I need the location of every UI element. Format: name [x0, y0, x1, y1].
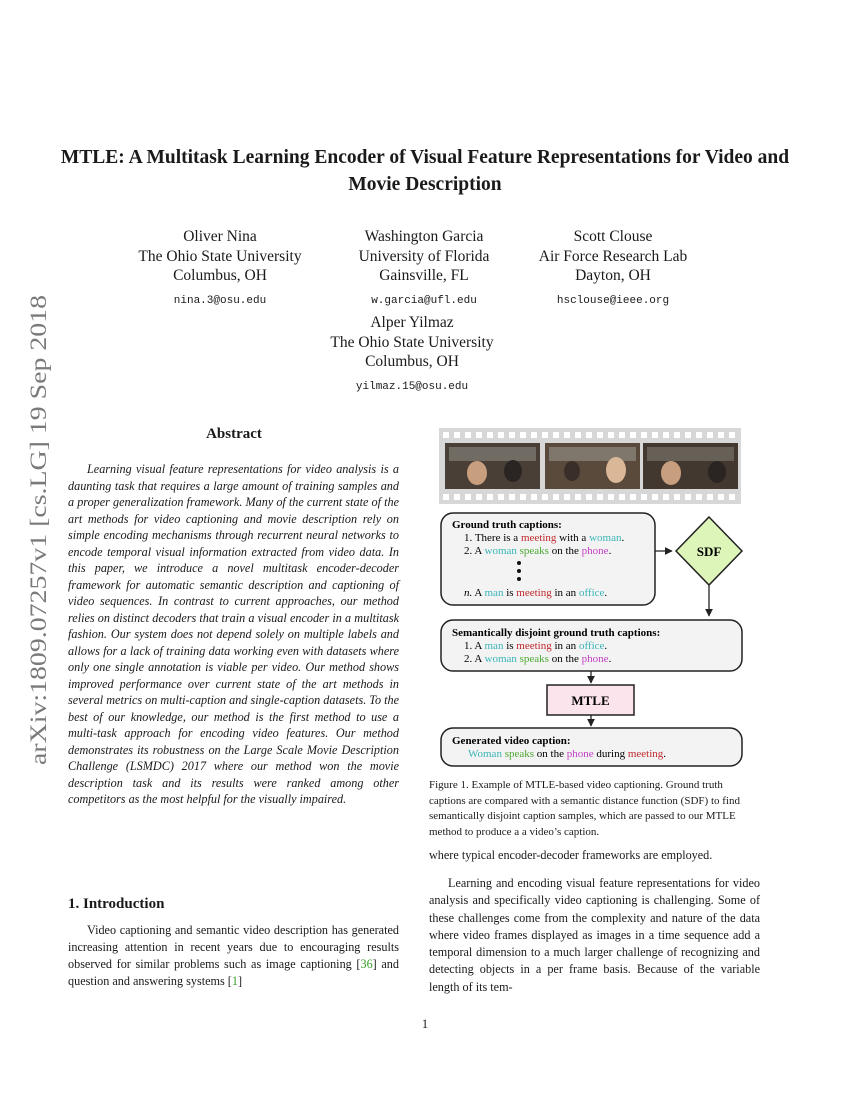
- author-location: Columbus, OH: [365, 353, 459, 370]
- film-perforation: [520, 494, 526, 500]
- film-perforation: [498, 432, 504, 438]
- gt-caption-1: 1. There is a meeting with a woman.: [464, 532, 625, 544]
- film-perforation: [696, 494, 702, 500]
- film-perforation: [509, 432, 515, 438]
- film-perforation: [542, 494, 548, 500]
- film-perforation: [487, 494, 493, 500]
- arxiv-stamp: [22, 295, 54, 765]
- citation-link[interactable]: 36: [360, 957, 373, 971]
- film-perforation: [619, 494, 625, 500]
- author-name: Alper Yilmaz: [370, 314, 454, 331]
- film-perforation: [707, 432, 713, 438]
- page-number: 1: [421, 1017, 429, 1031]
- film-perforation: [663, 494, 669, 500]
- arxiv-stamp-text: arXiv:1809.07257v1 [cs.LG] 19 Sep 2018: [26, 368, 52, 765]
- figure-caption: Figure 1. Example of MTLE-based video captioning. Ground truth captions are compared with a semantic distance function (SDF) to find semantically disjoint caption samples, which are passed to our MTLE method to produce a a video’s caption.: [429, 779, 740, 838]
- gt-caption-2: 2. A woman speaks on the phone.: [464, 545, 612, 557]
- author-block: [523, 227, 703, 311]
- author-block: [130, 227, 310, 311]
- film-perforation: [564, 432, 570, 438]
- film-perforation: [685, 494, 691, 500]
- sd-caption-2: 2. A woman speaks on the phone.: [464, 653, 612, 665]
- ellipsis-dot: [517, 569, 521, 573]
- citation-link[interactable]: 1: [231, 974, 238, 988]
- film-perforation: [509, 494, 515, 500]
- film-perforation: [476, 494, 482, 500]
- film-perforation: [718, 494, 724, 500]
- film-perforation: [465, 432, 471, 438]
- film-perforation: [652, 432, 658, 438]
- figure-diagram: [429, 425, 761, 775]
- film-perforation: [531, 494, 537, 500]
- film-perforation: [608, 432, 614, 438]
- author-email[interactable]: yilmaz.15@osu.edu: [355, 380, 469, 393]
- film-perforation: [663, 432, 669, 438]
- author-block: [334, 227, 514, 311]
- abstract-text: Learning visual feature representations for video analysis is a daunting task that requires a large amount of training samples and a proper generalization framework. Many of the current state of the art methods for video captioning and movie description rely on simple encoding mechanisms through recurrent neural networks to encode temporal visual information extracted from video data. In this paper, we introduce a novel multitask encoder-decoder framework for automatic semantic description and captioning of video sequences. In contrast to current approaches, our method relies on distinct decoders that train a visual encoder in a multitask fashion. Our system does not depend solely on multiple labels and allows for a lack of training data working even with datasets where only one single annotation is viable per video. Our method shows improved performance over current state of the art methods in several metrics on multi-caption and single-caption datasets. To the best of our knowledge, our method is the first method to use a multi-task approach for encoding video features. Our method demonstrates its robustness on the Large Scale Movie Description Challenge (LSMDC) 2017 where our method won the movie description task and its results were ranked among other competitors as the most helpful for the visually impaired.: [68, 462, 399, 806]
- generated-caption-box: [441, 728, 742, 766]
- mtle-label: MTLE: [571, 693, 610, 708]
- film-perforation: [564, 494, 570, 500]
- film-perforation: [542, 432, 548, 438]
- gt-heading: Ground truth captions:: [452, 519, 562, 531]
- film-perforation: [729, 432, 735, 438]
- author-email[interactable]: w.garcia@ufl.edu: [371, 294, 477, 307]
- film-perforation: [531, 432, 537, 438]
- right-column-paragraph: Learning and encoding visual feature representations for video analysis and specifically video captioning is challenging. Some of these challenges come from the complexity and nature of the data where video frames displayed as images in a time sequence add a temporal dimension to a much larger challenge of recognizing and detecting objects in a per frame basis. Because of the variable length of its tem-: [429, 876, 760, 994]
- sdf-label: SDF: [696, 544, 722, 559]
- intro-text-part: Video captioning and semantic video description has generated increasing attention in recent years due to encouraging results observed for similar problems such as image captioning [: [68, 923, 399, 971]
- film-perforation: [630, 494, 636, 500]
- film-perforation: [476, 432, 482, 438]
- intro-text: [68, 922, 399, 990]
- ellipsis-dot: [517, 561, 521, 565]
- author-email[interactable]: hsclouse@ieee.org: [556, 294, 670, 307]
- author-affiliation: The Ohio State University: [138, 247, 302, 265]
- ellipsis-dot: [517, 577, 521, 581]
- paper-title: MTLE: A Multitask Learning Encoder of Visual Feature Representations for Video and Movie Description: [60, 147, 790, 195]
- intro-heading: 1. Introduction: [68, 896, 165, 912]
- film-strip: [439, 428, 741, 504]
- film-perforation: [674, 432, 680, 438]
- film-perforation: [641, 432, 647, 438]
- film-perforation: [674, 494, 680, 500]
- film-perforation: [443, 494, 449, 500]
- author-affiliation: The Ohio State University: [330, 333, 494, 351]
- film-perforation: [597, 494, 603, 500]
- sd-heading: Semantically disjoint ground truth captions:: [452, 627, 661, 639]
- author-name: Oliver Nina: [183, 228, 257, 245]
- film-perforation: [553, 494, 559, 500]
- film-perforation: [696, 432, 702, 438]
- film-perforation: [641, 494, 647, 500]
- right-column-continuation: where typical encoder-decoder frameworks are employed.: [429, 848, 713, 862]
- film-perforation: [586, 432, 592, 438]
- film-perforation: [597, 432, 603, 438]
- intro-text-part: ] and question and answering systems [: [68, 957, 399, 988]
- film-perforation: [608, 494, 614, 500]
- gen-caption: Woman speaks on the phone during meeting.: [468, 748, 667, 760]
- film-perforation: [553, 432, 559, 438]
- film-perforation: [619, 432, 625, 438]
- author-affiliation: University of Florida: [358, 247, 490, 265]
- gt-caption-n: n. A man is meeting in an office.: [464, 587, 608, 599]
- film-perforation: [729, 494, 735, 500]
- film-perforation: [520, 432, 526, 438]
- film-perforation: [575, 494, 581, 500]
- film-perforation: [465, 494, 471, 500]
- film-perforation: [498, 494, 504, 500]
- author-email[interactable]: nina.3@osu.edu: [173, 294, 267, 307]
- author-location: Dayton, OH: [575, 267, 651, 284]
- author-location: Gainsville, FL: [379, 267, 469, 284]
- film-perforation: [586, 494, 592, 500]
- film-perforation: [575, 432, 581, 438]
- author-name: Scott Clouse: [573, 228, 653, 245]
- film-perforation: [685, 432, 691, 438]
- gen-heading: Generated video caption:: [452, 735, 571, 747]
- author-name: Washington Garcia: [364, 228, 484, 245]
- film-perforation: [707, 494, 713, 500]
- figure-1: [429, 425, 761, 775]
- film-perforation: [454, 432, 460, 438]
- intro-text-part: ]: [237, 974, 242, 988]
- film-perforation: [443, 432, 449, 438]
- film-perforation: [718, 432, 724, 438]
- abstract-heading: Abstract: [206, 426, 262, 442]
- film-perforation: [454, 494, 460, 500]
- author-affiliation: Air Force Research Lab: [538, 247, 688, 265]
- film-perforation: [652, 494, 658, 500]
- author-location: Columbus, OH: [173, 267, 267, 284]
- film-perforation: [487, 432, 493, 438]
- sd-caption-1: 1. A man is meeting in an office.: [464, 640, 608, 652]
- film-perforation: [630, 432, 636, 438]
- author-block: [322, 313, 502, 397]
